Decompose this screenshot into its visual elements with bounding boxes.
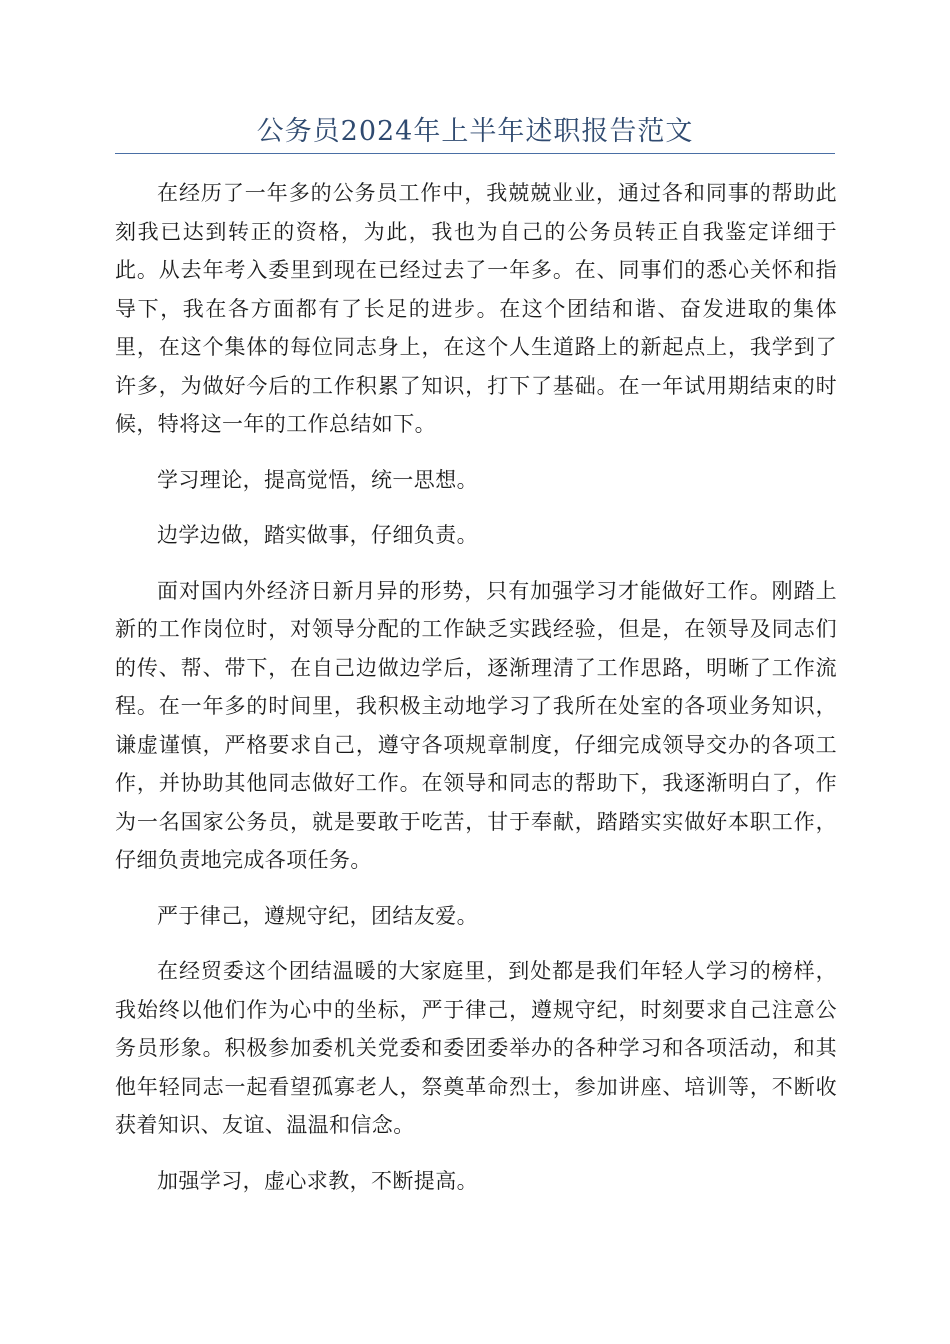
paragraph-work-learning: 面对国内外经济日新月异的形势，只有加强学习才能做好工作。刚踏上新的工作岗位时，对领导分配的工作缺乏实践经验，但是，在领导及同志们的传、帮、带下，在自己边做边学后，逐渐理清了工作思路，明晰了工作流程。在一年多的时间里，我积极主动地学习了我所在处室的各项业务知识，谦虚谨慎，严格要求自己，遵守各项规章制度，仔细完成领导交办的各项工作，并协助其他同志做好工作。在领导和同志的帮助下，我逐渐明白了，作为一名国家公务员，就是要敢于吃苦，甘于奉献，踏踏实实做好本职工作，仔细负责地完成各项任务。 — [115, 578, 837, 872]
heading-study-theory: 学习理论，提高觉悟，统一思想。 — [157, 467, 478, 492]
paragraph-discipline: 在经贸委这个团结温暖的大家庭里，到处都是我们年轻人学习的榜样，我始终以他们作为心中的坐标，严于律己，遵规守纪，时刻要求自己注意公务员形象。积极参加委机关党委和委团委举办的各种学习和各项活动，和其他年轻同志一起看望孤寡老人，祭奠革命烈士，参加讲座、培训等，不断收获着知识、友谊、温温和信念。 — [115, 959, 837, 1137]
title-underline — [115, 153, 835, 154]
heading-self-discipline: 严于律己，遵规守纪，团结友爱。 — [157, 903, 478, 928]
heading-learn-by-doing: 边学边做，踏实做事，仔细负责。 — [157, 523, 478, 547]
heading-keep-learning: 加强学习，虚心求教，不断提高。 — [157, 1168, 478, 1193]
paragraph-intro: 在经历了一年多的公务员工作中，我兢兢业业，通过各和同事的帮助此刻我已达到转正的资格，为此，我也为自己的公务员转正自我鉴定详细于此。从去年考入委里到现在已经过去了一年多。在、同事们的悉心关怀和指导下，我在各方面都有了长足的进步。在这个团结和谐、奋发进取的集体里，在这个集体的每位同志身上，在这个人生道路上的新起点上，我学到了许多，为做好今后的工作积累了知识，打下了基础。在一年试用期结束的时候，特将这一年的工作总结如下。 — [115, 181, 837, 436]
document-body — [115, 174, 837, 1217]
document-title: 公务员2024年上半年述职报告范文 — [256, 116, 694, 147]
